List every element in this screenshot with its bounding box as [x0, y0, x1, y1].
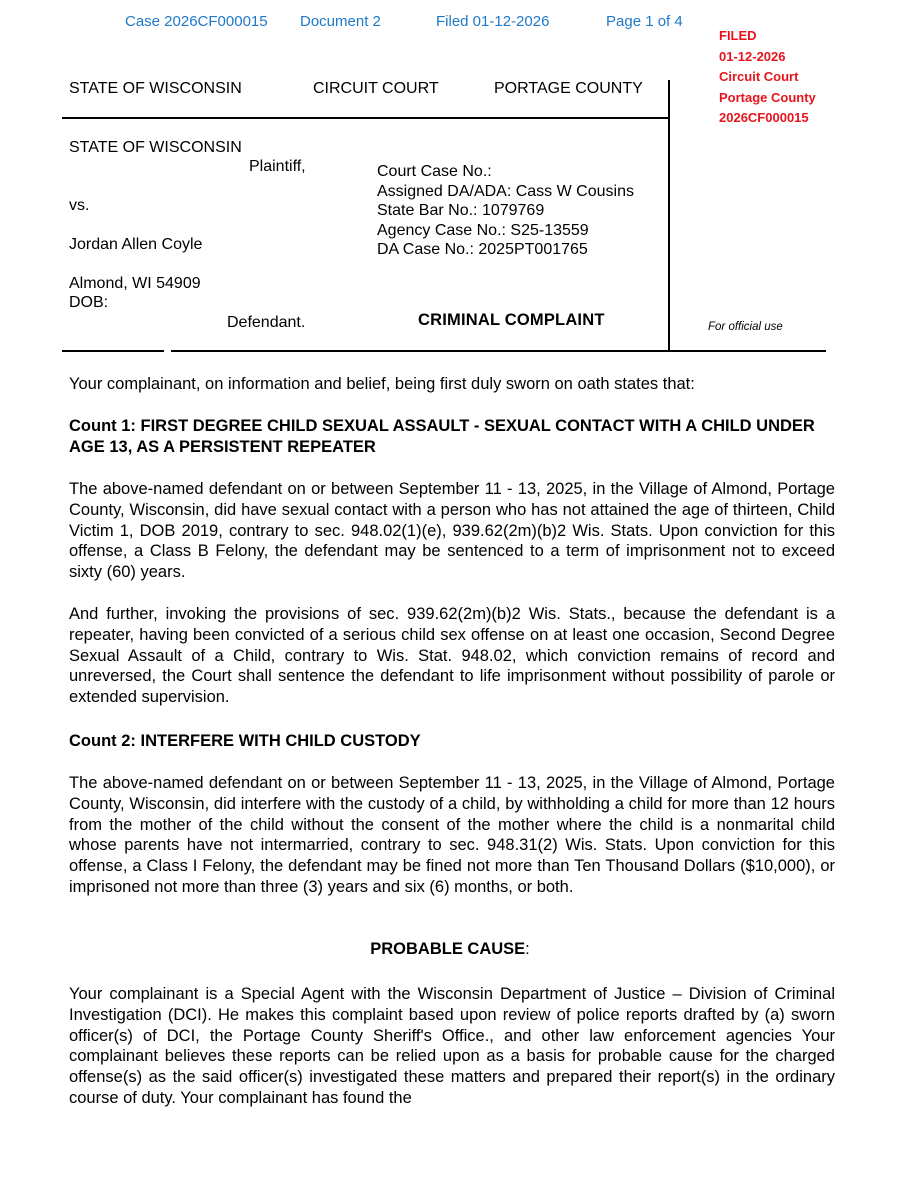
versus-label: vs.: [69, 197, 90, 214]
probable-cause-heading-text: PROBABLE CAUSE: [370, 940, 526, 958]
header-filed-date: Filed 01-12-2026: [436, 13, 550, 30]
header-case-number: Case 2026CF000015: [125, 13, 268, 30]
filed-stamp-label: FILED: [719, 28, 757, 43]
filed-stamp-court: Circuit Court: [719, 69, 799, 84]
court-case-number: Court Case No.:: [377, 163, 492, 180]
caption-bottom-rule-right: [171, 350, 826, 352]
court-header-court: CIRCUIT COURT: [313, 80, 439, 97]
count1-repeater-paragraph: And further, invoking the provisions of sec. 939.62(2m)(b)2 Wis. Stats., because the defendant is a repeater, having been convicted of a serious child sex offense on at least one occasion, Second Degree Sexual Assault of a Child, contrary to Wis. Stat. 948.02, which conviction remains of record and unreversed, the Court shall sentence the defendant to life imprisonment without possibility of parole or extended supervision.: [69, 605, 835, 707]
probable-cause-paragraph: Your complainant is a Special Agent with the Wisconsin Department of Justice – Division of Criminal Investigation (DCI). He makes this complaint based upon review of police reports drafted by (a) sworn officer(s) of DCI, the Portage County Sheriff's Office., and other law enforcement agencies Your complainant believes these reports can be relied upon as a basis for probable cause for the charged offense(s) as the said officer(s) investigated these matters and prepared their report(s) in the ordinary course of duty. Your complainant has found the: [69, 985, 835, 1107]
caption-bottom-rule-left: [62, 350, 164, 352]
defendant-role: Defendant.: [227, 314, 306, 331]
plaintiff-name: STATE OF WISCONSIN: [69, 139, 242, 156]
filed-stamp-case-number: 2026CF000015: [719, 110, 809, 125]
filed-stamp: [719, 26, 816, 129]
header-document-number: Document 2: [300, 13, 381, 30]
caption-vertical-rule: [668, 80, 670, 352]
defendant-address: Almond, WI 54909: [69, 275, 201, 292]
probable-cause-heading-colon: :: [525, 940, 530, 958]
agency-case-number: Agency Case No.: S25-13559: [377, 221, 589, 239]
case-info-block: [377, 162, 634, 260]
plaintiff-role: Plaintiff,: [249, 158, 306, 175]
defendant-dob-label: DOB:: [69, 294, 109, 311]
assigned-da: Assigned DA/ADA: Cass W Cousins: [377, 182, 634, 200]
caption-top-rule: [62, 117, 669, 119]
document-title: CRIMINAL COMPLAINT: [418, 311, 605, 329]
probable-cause-heading: [0, 940, 900, 959]
count1-paragraph: The above-named defendant on or between September 11 - 13, 2025, in the Village of Almond, Portage County, Wisconsin, did have sexual contact with a person who has not attained the age of thirteen, Child Victim 1, DOB 2019, contrary to sec. 948.02(1)(e), 939.62(2m)(b)2 Wis. Stats. Upon conviction for this offense, a Class B Felony, the defendant may be sentenced to a term of imprisonment not to exceed sixty (60) years.: [69, 480, 835, 582]
count2-heading: Count 2: INTERFERE WITH CHILD CUSTODY: [69, 732, 421, 750]
state-bar-number: State Bar No.: 1079769: [377, 202, 545, 219]
da-case-number: DA Case No.: 2025PT001765: [377, 241, 588, 258]
intro-paragraph: Your complainant, on information and belief, being first duly sworn on oath states that:: [69, 375, 695, 393]
filed-stamp-county: Portage County: [719, 89, 816, 105]
count2-paragraph: The above-named defendant on or between September 11 - 13, 2025, in the Village of Almond, Portage County, Wisconsin, did interfere with the custody of a child, by withholding a child for more than 12 hours from the mother of the child without the consent of the mother where the child is a nonmarital child whose parents have not intermarried, contrary to sec. 948.31(2) Wis. Stats. Upon conviction for this offense, a Class I Felony, the defendant may be fined not more than Ten Thousand Dollars ($10,000), or imprisoned not more than three (3) years and six (6) months, or both.: [69, 774, 835, 896]
official-use-label: For official use: [708, 321, 783, 333]
defendant-name: Jordan Allen Coyle: [69, 236, 203, 253]
filed-stamp-date: 01-12-2026: [719, 48, 786, 64]
court-header-county: PORTAGE COUNTY: [494, 80, 643, 97]
count1-heading: Count 1: FIRST DEGREE CHILD SEXUAL ASSAULT - SEXUAL CONTACT WITH A CHILD UNDER AGE 13, AS A PERSISTENT REPEATER: [69, 417, 815, 456]
header-page-number: Page 1 of 4: [606, 13, 683, 30]
court-header-state: STATE OF WISCONSIN: [69, 80, 242, 97]
